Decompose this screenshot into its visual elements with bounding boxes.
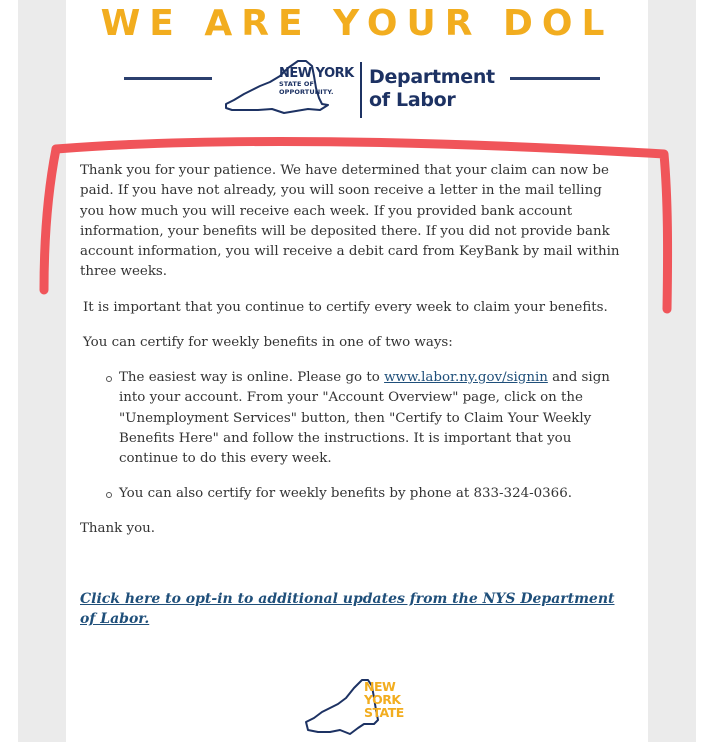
header-rule-left	[124, 77, 212, 80]
bullet-online-text-post: and sign into your account. From your "Account Overview" page, click on the "Unemployment Services" button, then "Certify to Claim Your Weekly Benefits Here" and follow the instructions. It is important that you continue to do this every week.	[119, 370, 610, 467]
footer-logo	[302, 672, 412, 740]
certify-reminder-paragraph: It is important that you continue to certify every week to claim your benefits.	[83, 300, 608, 315]
email-gutter-left	[18, 0, 66, 742]
ny-logo-title: NEW YORK	[279, 66, 354, 81]
header-rule-right	[510, 77, 600, 80]
ny-logo-text	[279, 67, 354, 96]
signin-link[interactable]: www.labor.ny.gov/signin	[384, 370, 548, 385]
opt-in-link[interactable]: Click here to opt-in to additional updates from the NYS Department of Labor.	[80, 591, 615, 628]
ny-logo-tagline-1: STATE OF	[279, 80, 315, 88]
footer-logo-line3: STATE	[364, 705, 404, 720]
footer-logo-line2: YORK	[364, 692, 401, 707]
bullet-phone-text: You can also certify for weekly benefits by phone at 833-324-0366.	[119, 486, 572, 502]
page-margin	[0, 0, 18, 742]
thank-you-text: Thank you.	[80, 521, 156, 536]
claim-approved-paragraph: Thank you for your patience. We have determined that your claim can now be paid. If you have not already, you will soon receive a letter in the mail telling you how much you will receive each week. If you provided bank account information, your benefits will be deposited there. If you did not provide bank account information, you will receive a debit card from KeyBank by mail within three weeks.	[80, 163, 620, 280]
ny-logo-tagline-2: OPPORTUNITY.	[279, 88, 334, 96]
dol-logo-line1: Department	[369, 66, 495, 88]
logo-divider	[360, 62, 362, 118]
dol-logo-text	[369, 66, 495, 112]
certify-ways-paragraph: You can certify for weekly benefits in one of two ways:	[83, 335, 453, 350]
list-item	[106, 368, 631, 469]
banner-heading: WE ARE YOUR DOL	[100, 3, 614, 44]
footer-logo-text	[364, 680, 404, 719]
footer-logo-line1: NEW	[364, 679, 396, 694]
email-body	[66, 0, 648, 742]
certify-options-list	[106, 368, 631, 505]
email-gutter-right	[648, 0, 696, 742]
dol-logo-line2: of Labor	[369, 89, 456, 111]
list-item	[106, 484, 631, 504]
bullet-online-text-pre: The easiest way is online. Please go to	[119, 370, 385, 385]
